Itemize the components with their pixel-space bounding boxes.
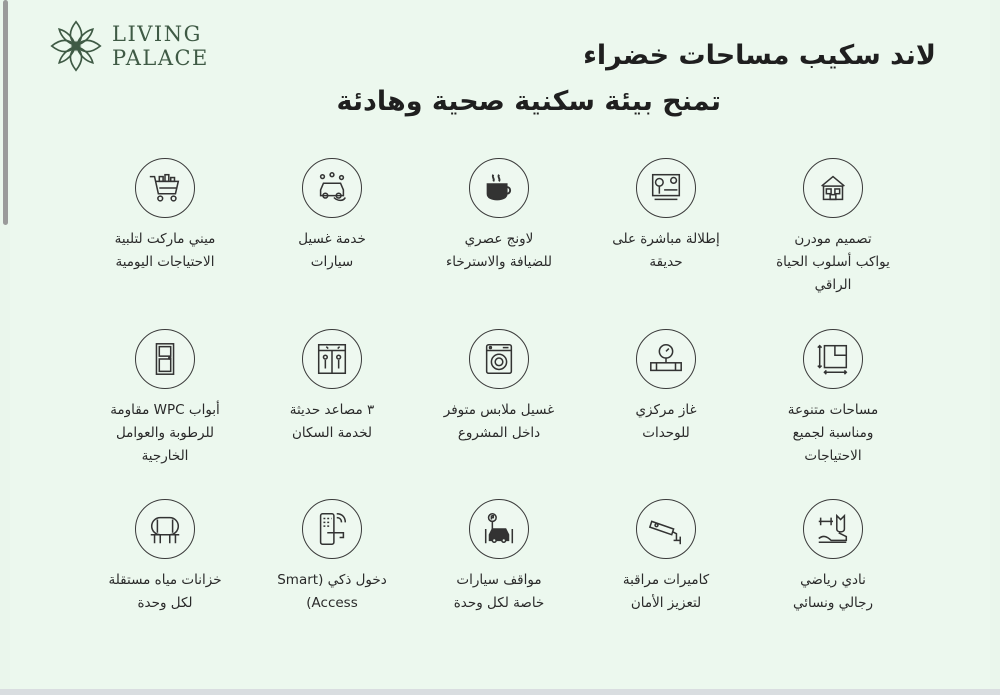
feature-gym [748,499,918,615]
feature-parking [414,499,584,615]
parking-icon [480,510,518,548]
feature-label: دخول ذكي (Smart Access) [277,572,387,611]
feature-varied-spaces [748,329,918,468]
garden-view-icon [647,169,685,207]
feature-label: مواقف سيارات خاصة لكل وحدة [453,572,545,611]
feature-laundry [414,329,584,445]
feature-label: خدمة غسيل سيارات [298,231,366,270]
feature-label: كاميرات مراقبة لتعزيز الأمان [622,572,710,611]
feature-label: غسيل ملابس متوفر داخل المشروع [443,402,555,441]
feature-label: ٣ مصاعد حديثة لخدمة السكان [289,402,375,441]
gas-meter-icon [647,340,685,378]
brochure-page [10,0,990,690]
feature-label: لاونج عصري للضيافة والاسترخاء [445,231,553,270]
feature-garden-view [581,158,751,274]
coffee-cup-icon [480,169,518,207]
feature-mini-market [80,158,250,274]
feature-label: أبواب WPC مقاومة للرطوبة والعوامل الخارجية [110,402,220,464]
headline-line-2: تمنح بيئة سكنية صحية وهادئة [336,86,721,117]
floor-plan-icon [814,340,852,378]
feature-label: غاز مركزي للوحدات [635,402,697,441]
door-icon [146,340,184,378]
house-icon [814,169,852,207]
feature-smart-access [247,499,417,615]
car-wash-icon [313,169,351,207]
feature-label: نادي رياضي رجالي ونسائي [792,572,874,611]
logo-leaf-icon [48,18,104,74]
feature-cctv [581,499,751,615]
washing-machine-icon [480,340,518,378]
feature-label: خزانات مياه مستقلة لكل وحدة [108,572,222,611]
feature-wpc-doors [80,329,250,468]
smart-lock-icon [313,510,351,548]
logo-line-1: LIVING [112,22,202,46]
shopping-cart-icon [146,169,184,207]
headline-line-1: لاند سكيب مساحات خضراء [583,40,936,71]
water-tank-icon [146,510,184,548]
scrollbar[interactable] [3,0,8,225]
feature-lounge [414,158,584,274]
security-camera-icon [647,510,685,548]
logo-line-2: PALACE [112,46,209,70]
gym-icon [814,510,852,548]
feature-label: ميني ماركت لتلبية الاحتياجات اليومية [114,231,216,270]
feature-label: إطلالة مباشرة على حديقة [612,231,720,270]
feature-elevators [247,329,417,445]
living-palace-logo [48,18,209,74]
elevator-icon [313,340,351,378]
feature-label: مساحات متنوعة ومناسبة لجميع الاحتياجات [787,402,879,464]
headline [337,38,937,120]
feature-car-wash [247,158,417,274]
feature-water-tanks [80,499,250,615]
feature-label: تصميم مودرن يواكب أسلوب الحياة الراقي [776,231,890,293]
logo-wordmark [112,22,209,70]
bottom-edge [0,689,1000,695]
feature-modern-design [748,158,918,297]
feature-central-gas [581,329,751,445]
